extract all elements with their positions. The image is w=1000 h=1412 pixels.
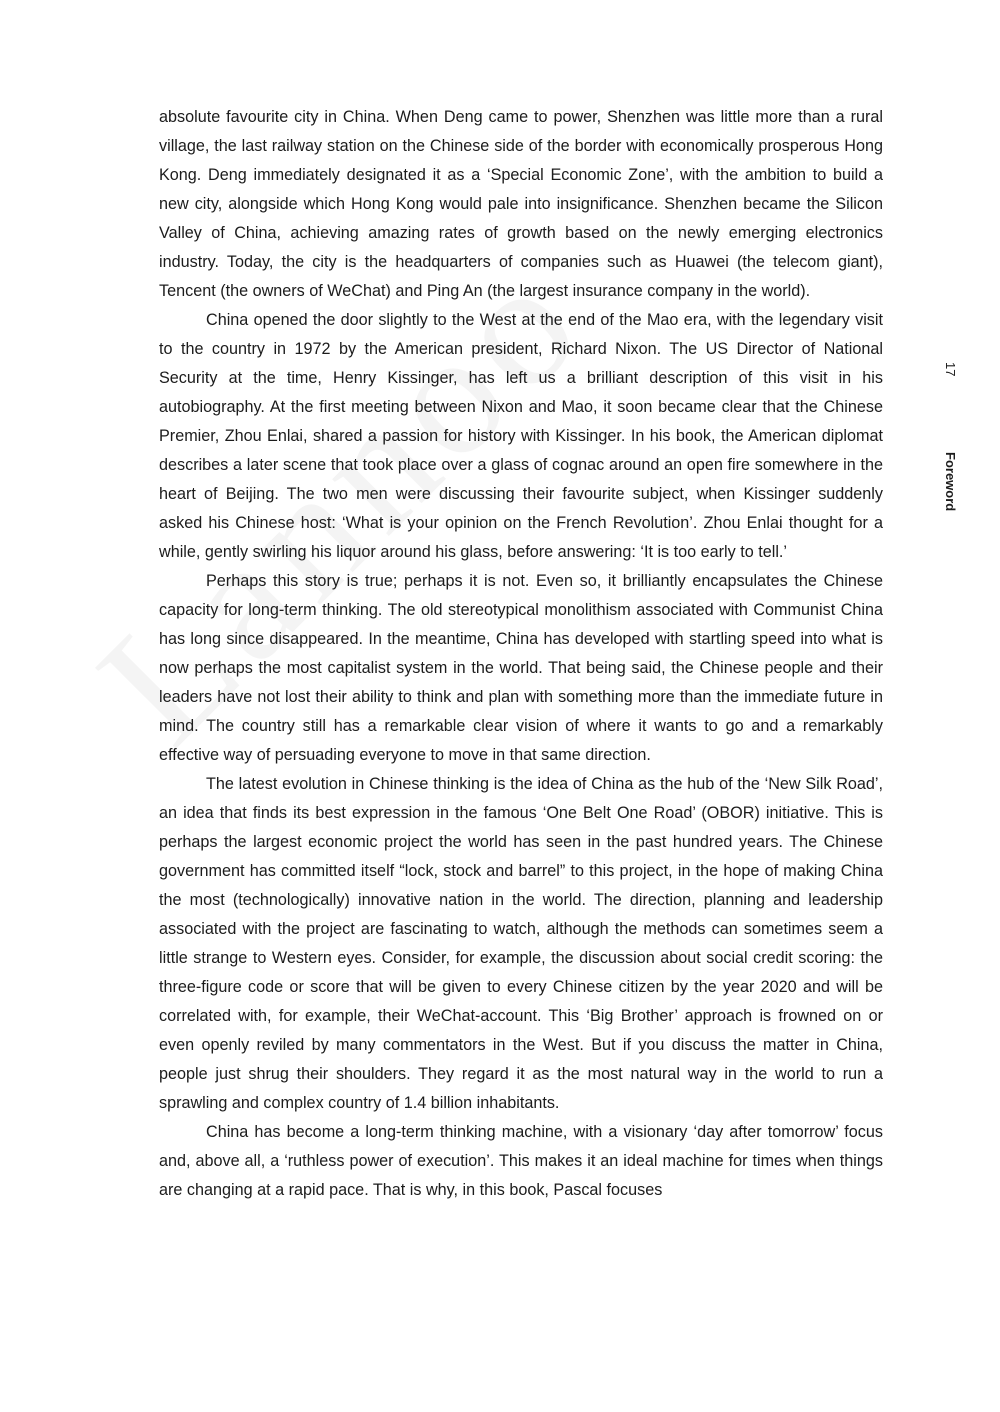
body-text (159, 103, 883, 1205)
paragraph: Perhaps this story is true; perhaps it is not. Even so, it brilliantly encapsulates the Chinese capacity for long-term thinking. The old stereotypical monolithism associated with Communist China has long since disappeared. In the meantime, China has developed with startling speed into what is now perhaps the most capitalist system in the world. That being said, the Chinese people and their leaders have not lost their ability to think and plan with something more than the immediate future in mind. The country still has a remarkable clear vision of where it wants to go and a remarkably effective way of persuading everyone to move in that same direction. (159, 572, 883, 764)
paragraph: China has become a long-term thinking machine, with a visionary ‘day after tomorrow’ focus and, above all, a ‘ruthless power of execution’. This makes it an ideal machine for times when things are changing at a rapid pace. That is why, in this book, Pascal focuses (159, 1123, 883, 1199)
page-number: 17 (943, 362, 958, 377)
paragraph: China opened the door slightly to the West at the end of the Mao era, with the legendary visit to the country in 1972 by the American president, Richard Nixon. The US Director of National Security at the time, Henry Kissinger, has left us a brilliant description of this visit in his autobiography. At the first meeting between Nixon and Mao, it soon became clear that the Chinese Premier, Zhou Enlai, shared a passion for history with Kissinger. In his book, the American diplomat describes a later scene that took place over a glass of cognac around an open fire somewhere in the heart of Beijing. The two men were discussing their favourite subject, when Kissinger suddenly asked his Chinese host: ‘What is your opinion on the French Revolution’. Zhou Enlai thought for a while, gently swirling his liquor around his glass, before answering: ‘It is too early to tell.’ (159, 311, 883, 561)
paragraph: The latest evolution in Chinese thinking is the idea of China as the hub of the ‘New Silk Road’, an idea that finds its best expression in the famous ‘One Belt One Road’ (OBOR) initiative. This is perhaps the largest economic project the world has seen in the past hundred years. The Chinese government has committed itself “lock, stock and barrel” to this project, in the hope of making China the most (technologically) innovative nation in the world. The direction, planning and leadership associated with the project are fascinating to watch, although the methods can sometimes seem a little strange to Western eyes. Consider, for example, the discussion about social credit scoring: the three-figure code or score that will be given to every Chinese citizen by the year 2020 and will be correlated with, for example, their WeChat-account. This ‘Big Brother’ approach is frowned on or even openly reviled by many commentators in the West. But if you discuss the matter in China, people just shrug their shoulders. They regard it as the most natural way in the world to run a sprawling and complex country of 1.4 billion inhabitants. (159, 775, 883, 1112)
paragraph-continuation: absolute favourite city in China. When Deng came to power, Shenzhen was little more than a rural village, the last railway station on the Chinese side of the border with economically prosperous Hong Kong. Deng immediately designated it as a ‘Special Economic Zone’, with the ambition to build a new city, alongside which Hong Kong would pale into insignificance. Shenzhen became the Silicon Valley of China, achieving amazing rates of growth based on the newly emerging electronics industry. Today, the city is the headquarters of companies such as Huawei (the telecom giant), Tencent (the owners of WeChat) and Ping An (the largest insurance company in the world). (159, 108, 883, 300)
section-label: Foreword (943, 452, 958, 512)
